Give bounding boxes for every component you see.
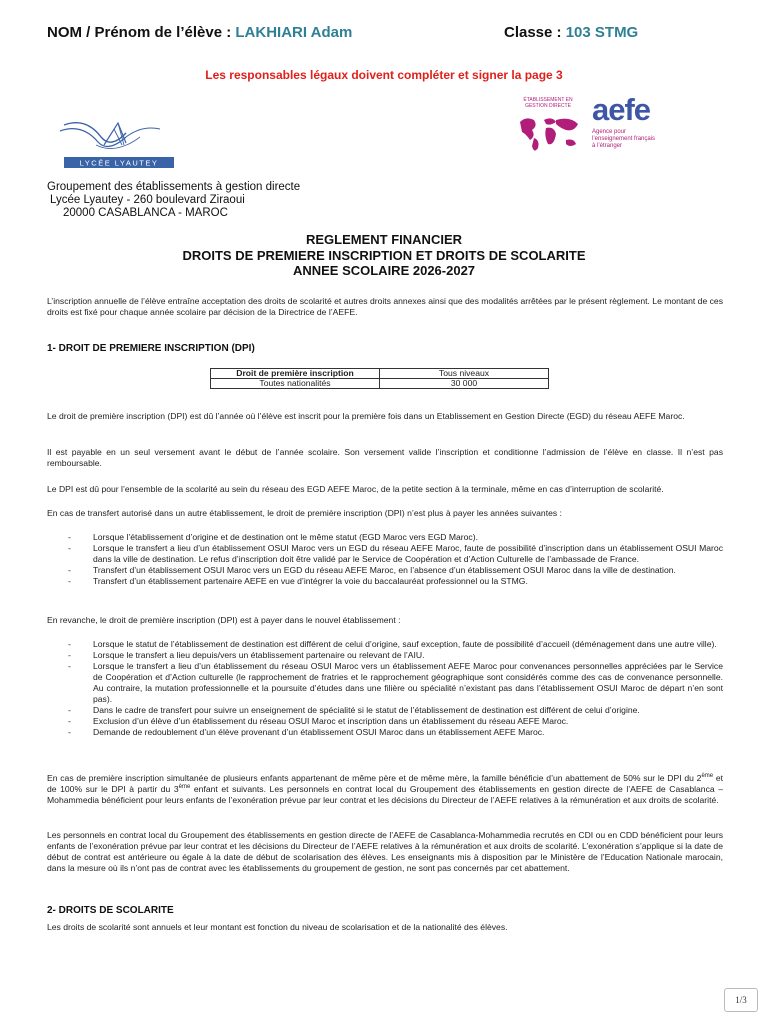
table-cell: Toutes nationalités — [211, 379, 380, 389]
dpi-paragraph-1: Le droit de première inscription (DPI) est dû l’année où l’élève est inscrit pour la première fois dans un Etablissement en Gestion Directe (EGD) du réseau AEFE Maroc. — [47, 411, 685, 421]
no-dpi-cases-list — [47, 532, 723, 587]
table-header-cell: Droit de première inscription — [211, 369, 380, 379]
p6-text-a: En cas de première inscription simultanée de plusieurs enfants appartenant de même père et de même mère, la famille bénéficie d’un abattement de 50% sur le DPI du 2 — [47, 773, 702, 783]
list-item: - Lorsque le transfert a lieu d’un établissement OSUI Maroc vers un EGD du réseau AEFE Maroc, faute de possibilité d’inscription dans un établissement OSUI Maroc dans la ville de destination. Le refus d’inscription doit être validé par le Service de Coopération et d’Action Culturelle de l’ambassade de France. — [47, 543, 723, 565]
title-line: ANNEE SCOLAIRE 2026-2027 — [292, 263, 476, 278]
list-item: - Lorsque le transfert a lieu d’un établissement du réseau OSUI Maroc vers un établissement AEFE Maroc pour convenances personnelles appréciées par le Service de Coopération et d’Action culturelle (le rapprochement de fratries et le rapprochement géographique sont considérés comme des cas de convenance personnelle. Au contraire, la mutation professionnelle et la poursuite d’études dans une filière ou spécialité n’existant pas dans l’établissement OSUI Maroc de départ n’en sont pas). — [47, 661, 723, 705]
aefe-tagline — [592, 129, 655, 150]
list-item: - Transfert d’un établissement OSUI Maroc vers un EGD du réseau AEFE Maroc, en l’absence d’un établissement OSUI Maroc dans la ville de destination. — [47, 565, 723, 576]
student-name-label: NOM / Prénom de l’élève : — [47, 24, 236, 41]
title-line: DROITS DE PREMIERE INSCRIPTION ET DROITS DE SCOLARITE — [182, 247, 586, 263]
student-name-line — [47, 24, 352, 41]
aefe-tagline-line: Agence pour — [592, 129, 627, 135]
p6-text-b: et de 100% sur le DPI à partir du 3 — [47, 773, 724, 794]
list-item: - Lorsque le statut de l’établissement de destination est différent de celui d’origine, sauf exception, faute de possibilité d’accueil (déménagement dans une autre ville). — [47, 639, 723, 650]
table-row — [211, 369, 549, 379]
p6-text-c: enfant et suivants. Les personnels en contrat local du Groupement des établissements en gestion directe de l’AEFE de Casablanca – Mohammedia bénéficient pour leurs enfants de l’exonération prévue par leur contrat et les décisions du Directeur de l’AEFE relatives à la rémunération et aux droits de scolarité. — [47, 784, 723, 805]
dpi-paragraph-3: Le DPI est dû pour l’ensemble de la scolarité au sein du réseau des EGD AEFE Maroc, de la petite section à la terminale, même en cas d’interruption de scolarité. — [47, 484, 664, 494]
intro-paragraph: L’inscription annuelle de l’élève entraîne acceptation des droits de scolarité et autres droits annexes ainsi que des modalités arrêtées par le présent règlement. Le montant de ces droits est fixé pour chaque année scolaire par décision de la Directrice de l’AEFE. — [47, 296, 723, 317]
list-item: - Exclusion d’un élève d’un établissement du réseau OSUI Maroc et inscription dans un établissement du réseau AEFE Maroc. — [47, 716, 723, 727]
student-class-line — [504, 24, 638, 41]
address-line: Groupement des établissements à gestion directe — [47, 181, 301, 193]
title-line: REGLEMENT FINANCIER — [306, 232, 462, 247]
address-line: Lycée Lyautey - 260 boulevard Ziraoui — [50, 194, 245, 206]
list-item: - Lorsque le transfert a lieu depuis/vers un établissement partenaire ou relevant de l’AIU. — [47, 650, 723, 661]
table-header-cell: Tous niveaux — [380, 369, 549, 379]
section1-heading: 1- DROIT DE PREMIERE INSCRIPTION (DPI) — [47, 343, 255, 354]
table-cell: 30 000 — [380, 379, 549, 389]
student-class-value: 103 STMG — [565, 24, 639, 41]
scolarite-paragraph-1: Les droits de scolarité sont annuels et leur montant est fonction du niveau de scolarisation et de la nationalité des élèves. — [47, 922, 508, 932]
student-name-value: LAKHIARI Adam — [235, 24, 353, 41]
table-row — [211, 379, 549, 389]
dpi-paragraph-5: En revanche, le droit de première inscription (DPI) est à payer dans le nouvel établissement : — [47, 615, 401, 625]
list-item: - Transfert d’un établissement partenaire AEFE en vue d’intégrer la voie du baccalauréat professionnel ou la STMG. — [47, 576, 723, 587]
legal-guardians-notice: Les responsables légaux doivent compléter et signer la page 3 — [205, 68, 563, 82]
section2-heading: 2- DROITS DE SCOLARITE — [47, 905, 174, 916]
aefe-tagline-line: à l’étranger — [592, 143, 623, 149]
list-item: - Demande de redoublement d’un élève provenant d’un établissement OSUI Maroc dans un établissement AEFE Maroc. — [47, 727, 723, 738]
p6-sup-2: ème — [178, 784, 191, 791]
aefe-tagline-line: l’enseignement français — [592, 136, 656, 142]
dpi-paragraph-2: Il est payable en un seul versement avant le début de l’année scolaire. Son versement valide l’inscription et conditionne l’admission de l’élève en classe. Il n’est pas remboursable. — [47, 447, 723, 468]
document-title — [0, 232, 768, 279]
dpi-paragraph-4: En cas de transfert autorisé dans un autre établissement, le droit de première inscription (DPI) n’est plus à payer les années suivantes : — [47, 508, 562, 518]
address-line: 20000 CASABLANCA - MAROC — [63, 207, 228, 219]
dpi-paragraph-7: Les personnels en contrat local du Groupement des établissements en gestion directe de l’AEFE de Casablanca-Mohammedia recrutés en CDI ou en CDD bénéficient pour leurs enfants de l’exonération prévue par leur contrat et les décisions du Directeur de l’AEFE relatives à la rémunération et aux droits de scolarité. L’exonération s’applique si la date de début de contrat est antérieure ou égale à la date de début de scolarisation des élèves. Les enseignants mis à disposition par le Ministère de l’Education Nationale marocain, dans la mesure où ils n’ont pas de contrat avec les établissements du groupement de gestion, ne sont pas concernés par cet abattement. — [47, 830, 723, 873]
p6-sup-1: ème — [701, 773, 714, 780]
lycee-lyautey-logo — [56, 115, 181, 171]
list-item: - Lorsque l’établissement d’origine et de destination ont le même statut (EGD Maroc vers EGD Maroc). — [47, 532, 723, 543]
page-number: 1/3 — [724, 988, 758, 1012]
dpi-due-cases-list — [47, 639, 723, 738]
aefe-egd-label: ÉTABLISSEMENT EN GESTION DIRECTE — [523, 97, 573, 109]
list-item: - Dans le cadre de transfert pour suivre un enseignement de spécialité si le statut de l’établissement de destination est différent de celui d’origine. — [47, 705, 723, 716]
aefe-logo-word: aefe — [592, 92, 651, 127]
lycee-logo-text: LYCÉE LYAUTEY — [79, 158, 159, 168]
student-class-label: Classe : — [504, 24, 566, 41]
lycee-address — [47, 181, 300, 220]
world-map-icon — [516, 112, 582, 161]
dpi-paragraph-6 — [47, 773, 723, 806]
dpi-table — [210, 368, 549, 389]
